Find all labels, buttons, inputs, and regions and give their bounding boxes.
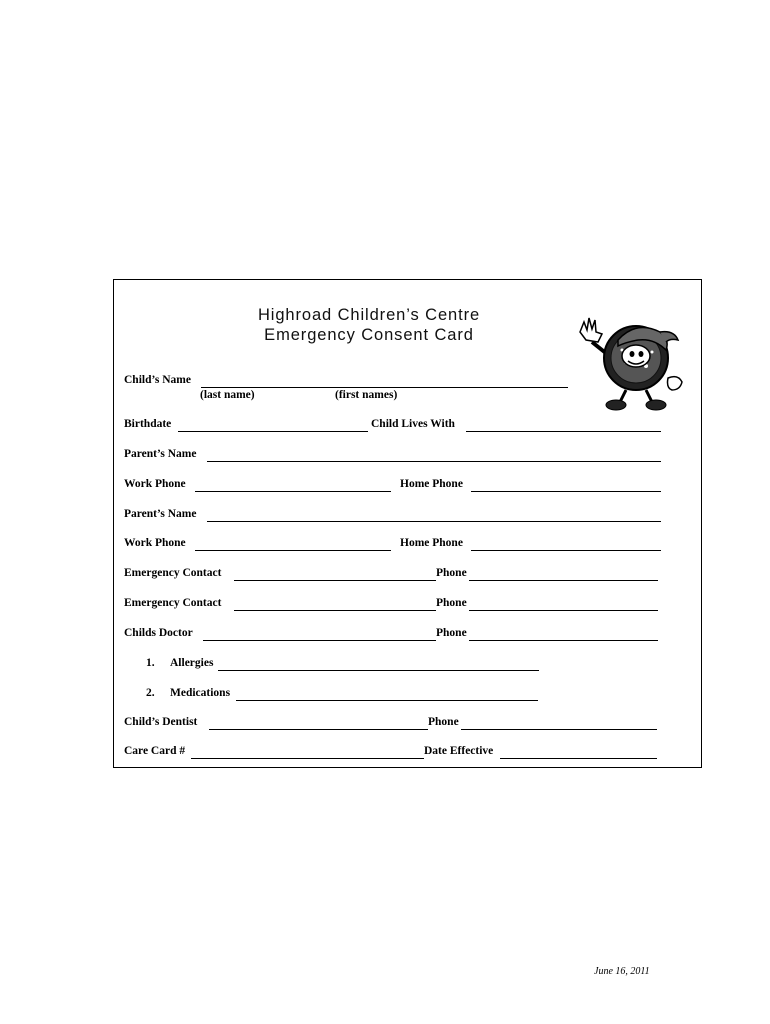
mascot-illustration xyxy=(574,310,694,412)
allergies-number: 1. xyxy=(146,657,155,669)
child-lives-with-label: Child Lives With xyxy=(371,418,455,430)
date-effective-label: Date Effective xyxy=(424,745,494,757)
childs-dentist-field[interactable] xyxy=(209,729,428,730)
allergies-field[interactable] xyxy=(218,670,539,671)
parents-name-label-1: Parent’s Name xyxy=(124,448,197,460)
child-lives-with-field[interactable] xyxy=(466,431,661,432)
work-phone-field-1[interactable] xyxy=(195,491,391,492)
parents-name-field-1[interactable] xyxy=(207,461,661,462)
emergency-contact-label-1: Emergency Contact xyxy=(124,567,222,579)
emergency-contact-field-2[interactable] xyxy=(234,610,436,611)
home-phone-field-1[interactable] xyxy=(471,491,661,492)
care-card-field[interactable] xyxy=(191,758,424,759)
centre-name: Highroad Children’s Centre xyxy=(257,306,481,324)
home-phone-label-1: Home Phone xyxy=(400,478,463,490)
ec2-phone-label: Phone xyxy=(436,597,467,609)
birthdate-label: Birthdate xyxy=(124,418,172,430)
childs-name-field[interactable] xyxy=(201,387,568,388)
childs-dentist-label: Child’s Dentist xyxy=(124,716,198,728)
childs-doctor-field[interactable] xyxy=(203,640,436,641)
emergency-contact-label-2: Emergency Contact xyxy=(124,597,222,609)
parents-name-label-2: Parent’s Name xyxy=(124,508,197,520)
doctor-phone-field[interactable] xyxy=(469,640,658,641)
home-phone-field-2[interactable] xyxy=(471,550,661,551)
doctor-phone-label: Phone xyxy=(436,627,467,639)
first-names-hint: (first names) xyxy=(335,389,398,401)
emergency-consent-card xyxy=(113,279,702,768)
card-title: Emergency Consent Card xyxy=(264,326,474,344)
last-name-hint: (last name) xyxy=(200,389,255,401)
work-phone-field-2[interactable] xyxy=(195,550,391,551)
birthdate-field[interactable] xyxy=(178,431,368,432)
childs-name-label: Child’s Name xyxy=(124,374,191,386)
date-effective-field[interactable] xyxy=(500,758,657,759)
revision-date: June 16, 2011 xyxy=(594,966,650,977)
emergency-contact-field-1[interactable] xyxy=(234,580,436,581)
dentist-phone-label: Phone xyxy=(428,716,459,728)
dentist-phone-field[interactable] xyxy=(461,729,657,730)
medications-field[interactable] xyxy=(236,700,538,701)
medications-label: Medications xyxy=(170,687,231,699)
ec1-phone-field[interactable] xyxy=(469,580,658,581)
home-phone-label-2: Home Phone xyxy=(400,537,463,549)
medications-number: 2. xyxy=(146,687,155,699)
ec2-phone-field[interactable] xyxy=(469,610,658,611)
allergies-label: Allergies xyxy=(170,657,214,669)
work-phone-label-1: Work Phone xyxy=(124,478,186,490)
childs-doctor-label: Childs Doctor xyxy=(124,627,193,639)
work-phone-label-2: Work Phone xyxy=(124,537,186,549)
parents-name-field-2[interactable] xyxy=(207,521,661,522)
ec1-phone-label: Phone xyxy=(436,567,467,579)
care-card-label: Care Card # xyxy=(124,745,186,757)
